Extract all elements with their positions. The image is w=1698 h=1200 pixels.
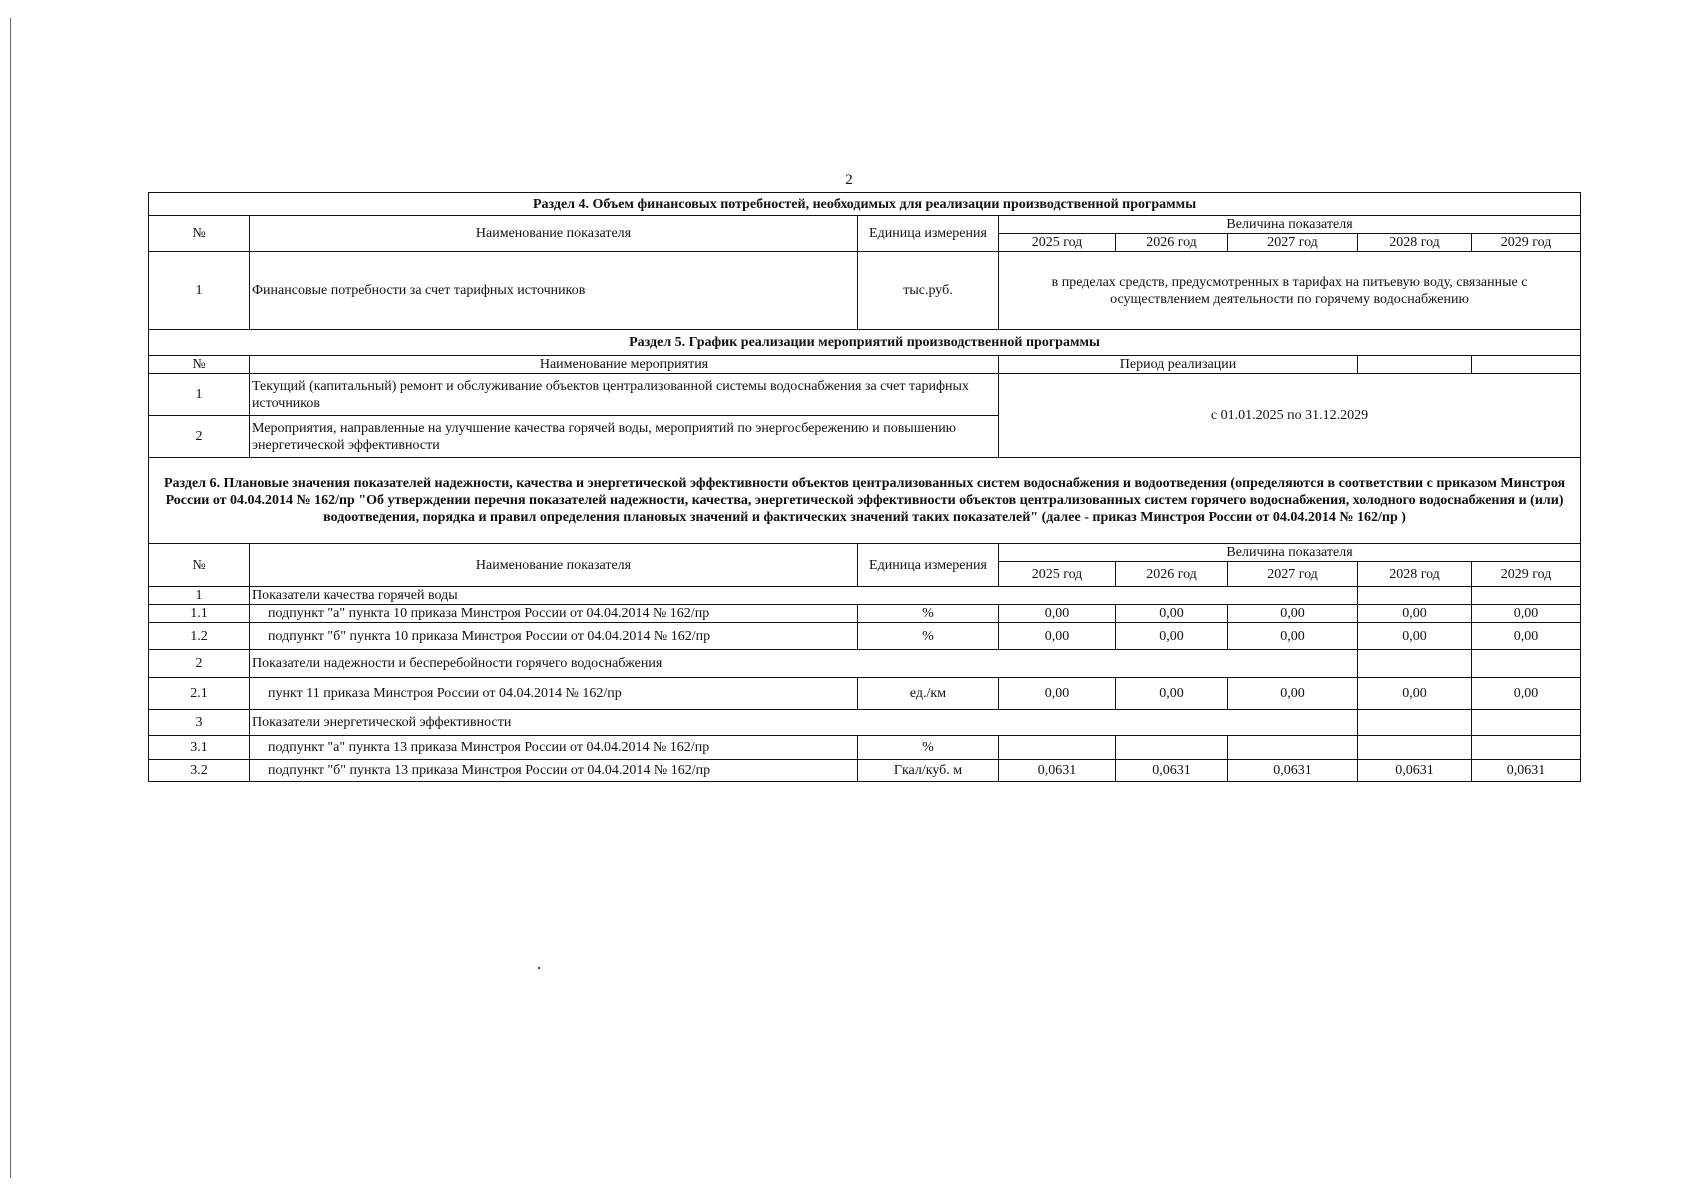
indicator-value-2029: 0,00 — [1472, 623, 1581, 650]
section5-row-name: Текущий (капитальный) ремонт и обслуживание объектов централизованной системы водоснабжения за счет тарифных источников — [250, 374, 999, 416]
section4-year-2028: 2028 год — [1358, 234, 1472, 252]
indicator-name: пункт 11 приказа Минстроя России от 04.04.2014 № 162/пр — [250, 678, 858, 710]
empty-cell — [1358, 710, 1472, 736]
indicator-name: подпункт "а" пункта 13 приказа Минстроя России от 04.04.2014 № 162/пр — [250, 736, 858, 760]
section4-year-2029: 2029 год — [1472, 234, 1581, 252]
indicator-unit: % — [858, 623, 999, 650]
group-name: Показатели качества горячей воды — [250, 587, 1358, 605]
empty-cell — [1358, 650, 1472, 678]
indicator-value-2028: 0,0631 — [1358, 760, 1472, 782]
section6-year-2026: 2026 год — [1116, 562, 1228, 587]
section5-empty-cell — [1358, 356, 1472, 374]
group-no: 1 — [149, 587, 250, 605]
indicator-value-2025 — [999, 736, 1116, 760]
section4-col-value: Величина показателя — [999, 216, 1581, 234]
page-left-edge — [10, 18, 11, 1178]
indicator-no: 2.1 — [149, 678, 250, 710]
indicator-name: подпункт "б" пункта 10 приказа Минстроя России от 04.04.2014 № 162/пр — [250, 623, 858, 650]
section5-period: с 01.01.2025 по 31.12.2029 — [999, 374, 1581, 458]
document-table — [148, 192, 1581, 782]
indicator-value-2025: 0,0631 — [999, 760, 1116, 782]
indicator-value-2029: 0,00 — [1472, 678, 1581, 710]
section6-col-unit: Единица измерения — [858, 544, 999, 587]
indicator-value-2029: 0,00 — [1472, 605, 1581, 623]
indicator-value-2026: 0,00 — [1116, 623, 1228, 650]
indicator-no: 3.1 — [149, 736, 250, 760]
indicator-value-2026 — [1116, 736, 1228, 760]
section6-col-value: Величина показателя — [999, 544, 1581, 562]
section5-row-no: 1 — [149, 374, 250, 416]
indicator-value-2025: 0,00 — [999, 605, 1116, 623]
indicator-value-2028: 0,00 — [1358, 623, 1472, 650]
section4-row-value: в пределах средств, предусмотренных в тарифах на питьевую воду, связанные с осуществлением деятельности по горячему водоснабжению — [999, 252, 1581, 330]
scan-speck — [538, 967, 540, 969]
indicator-value-2025: 0,00 — [999, 623, 1116, 650]
page-number: 2 — [845, 172, 853, 188]
empty-cell — [1472, 710, 1581, 736]
section6-col-no: № — [149, 544, 250, 587]
section4-title: Раздел 4. Объем финансовых потребностей, необходимых для реализации производственной программы — [149, 193, 1581, 216]
section5-row-name: Мероприятия, направленные на улучшение качества горячей воды, мероприятий по энергосбережению и повышению энергетической эффективности — [250, 416, 999, 458]
group-no: 2 — [149, 650, 250, 678]
section5-row-no: 2 — [149, 416, 250, 458]
section5-col-period: Период реализации — [999, 356, 1358, 374]
section6-year-2028: 2028 год — [1358, 562, 1472, 587]
section4-year-2027: 2027 год — [1228, 234, 1358, 252]
section4-row-name: Финансовые потребности за счет тарифных источников — [250, 252, 858, 330]
section4-col-no: № — [149, 216, 250, 252]
indicator-value-2027 — [1228, 736, 1358, 760]
indicator-value-2029: 0,0631 — [1472, 760, 1581, 782]
indicator-no: 3.2 — [149, 760, 250, 782]
empty-cell — [1472, 587, 1581, 605]
indicator-unit: % — [858, 605, 999, 623]
indicator-unit: Гкал/куб. м — [858, 760, 999, 782]
section4-row-no: 1 — [149, 252, 250, 330]
section4-year-2025: 2025 год — [999, 234, 1116, 252]
section6-col-name: Наименование показателя — [250, 544, 858, 587]
section6-title: Раздел 6. Плановые значения показателей надежности, качества и энергетической эффективности объектов централизованных систем водоснабжения и водоотведения (определяются в соответствии с приказом Минстроя России от 04.04.2014 № 162/пр "Об утверждении перечня показателей надежности, качества, энергетической эффективности объектов централизованных систем горячего водоснабжения, холодного водоснабжения и (или) водоотведения, порядка и правил определения плановых значений и фактических значений таких показателей" (далее - приказ Минстроя России от 04.04.2014 № 162/пр ) — [149, 458, 1581, 544]
indicator-no: 1.1 — [149, 605, 250, 623]
section4-col-name: Наименование показателя — [250, 216, 858, 252]
section4-row-unit: тыс.руб. — [858, 252, 999, 330]
indicator-value-2026: 0,0631 — [1116, 760, 1228, 782]
indicator-unit: ед./км — [858, 678, 999, 710]
indicator-value-2027: 0,00 — [1228, 623, 1358, 650]
empty-cell — [1472, 650, 1581, 678]
group-name: Показатели энергетической эффективности — [250, 710, 1358, 736]
indicator-value-2028: 0,00 — [1358, 678, 1472, 710]
section5-title: Раздел 5. График реализации мероприятий производственной программы — [149, 330, 1581, 356]
empty-cell — [1358, 587, 1472, 605]
section5-col-no: № — [149, 356, 250, 374]
section5-col-name: Наименование мероприятия — [250, 356, 999, 374]
section4-col-unit: Единица измерения — [858, 216, 999, 252]
indicator-value-2028: 0,00 — [1358, 605, 1472, 623]
indicator-name: подпункт "а" пункта 10 приказа Минстроя России от 04.04.2014 № 162/пр — [250, 605, 858, 623]
section6-year-2027: 2027 год — [1228, 562, 1358, 587]
indicator-unit: % — [858, 736, 999, 760]
group-no: 3 — [149, 710, 250, 736]
indicator-no: 1.2 — [149, 623, 250, 650]
indicator-value-2028 — [1358, 736, 1472, 760]
indicator-value-2026: 0,00 — [1116, 678, 1228, 710]
section6-year-2029: 2029 год — [1472, 562, 1581, 587]
indicator-name: подпункт "б" пункта 13 приказа Минстроя России от 04.04.2014 № 162/пр — [250, 760, 858, 782]
indicator-value-2027: 0,00 — [1228, 605, 1358, 623]
indicator-value-2027: 0,00 — [1228, 678, 1358, 710]
indicator-value-2027: 0,0631 — [1228, 760, 1358, 782]
indicator-value-2026: 0,00 — [1116, 605, 1228, 623]
section5-empty-cell — [1472, 356, 1581, 374]
section6-year-2025: 2025 год — [999, 562, 1116, 587]
section4-year-2026: 2026 год — [1116, 234, 1228, 252]
indicator-value-2029 — [1472, 736, 1581, 760]
indicator-value-2025: 0,00 — [999, 678, 1116, 710]
group-name: Показатели надежности и бесперебойности горячего водоснабжения — [250, 650, 1358, 678]
